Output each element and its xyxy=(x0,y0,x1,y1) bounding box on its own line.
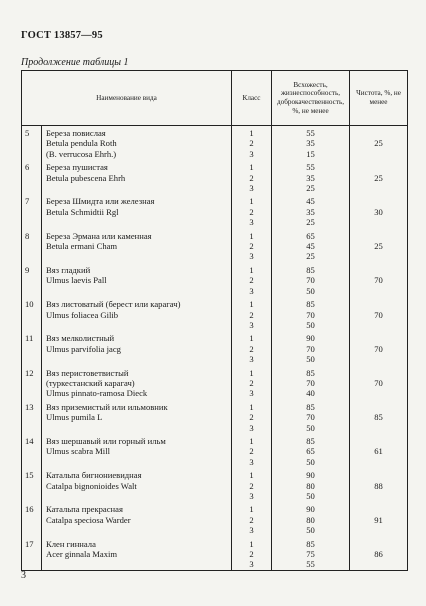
row-number xyxy=(22,320,42,330)
row-number: 8 xyxy=(22,228,42,241)
purity-value: 70 xyxy=(350,378,408,388)
class-value: 1 xyxy=(232,262,272,275)
table-row xyxy=(22,344,408,354)
class-value: 2 xyxy=(232,481,272,491)
row-number: 13 xyxy=(22,399,42,412)
class-value: 1 xyxy=(232,467,272,480)
species-name: (B. verrucosa Ehrh.) xyxy=(42,149,232,159)
class-value: 1 xyxy=(232,193,272,206)
class-value: 1 xyxy=(232,126,272,139)
species-name xyxy=(42,320,232,330)
row-number xyxy=(22,481,42,491)
class-value: 1 xyxy=(232,296,272,309)
species-name: Ulmus pinnato-ramosa Dieck xyxy=(42,388,232,398)
germination-value: 50 xyxy=(272,286,350,296)
row-number: 12 xyxy=(22,365,42,378)
class-value: 3 xyxy=(232,286,272,296)
class-value: 3 xyxy=(232,525,272,535)
germination-value: 65 xyxy=(272,228,350,241)
germination-value: 85 xyxy=(272,536,350,549)
class-value: 3 xyxy=(232,183,272,193)
purity-value: 70 xyxy=(350,310,408,320)
class-value: 3 xyxy=(232,217,272,227)
species-name: Береза пушистая xyxy=(42,159,232,172)
germination-value: 90 xyxy=(272,330,350,343)
class-value: 3 xyxy=(232,388,272,398)
species-name: Acer ginnala Maxim xyxy=(42,549,232,559)
class-value: 2 xyxy=(232,446,272,456)
class-value: 2 xyxy=(232,173,272,183)
table-row xyxy=(22,423,408,433)
row-number: 15 xyxy=(22,467,42,480)
row-number xyxy=(22,549,42,559)
species-name: Betula Schmidtii Rgl xyxy=(42,207,232,217)
germination-value: 55 xyxy=(272,159,350,172)
row-number xyxy=(22,149,42,159)
purity-value xyxy=(350,501,408,514)
purity-value xyxy=(350,491,408,501)
table-row xyxy=(22,525,408,535)
table-row xyxy=(22,433,408,446)
class-value: 1 xyxy=(232,536,272,549)
purity-value xyxy=(350,467,408,480)
class-value: 2 xyxy=(232,378,272,388)
purity-value xyxy=(350,126,408,139)
germination-value: 70 xyxy=(272,344,350,354)
species-name xyxy=(42,491,232,501)
table-row xyxy=(22,173,408,183)
germination-value: 25 xyxy=(272,217,350,227)
species-name xyxy=(42,559,232,570)
class-value: 1 xyxy=(232,399,272,412)
table-row xyxy=(22,126,408,139)
row-number: 7 xyxy=(22,193,42,206)
row-number xyxy=(22,559,42,570)
table-row xyxy=(22,536,408,549)
table-row xyxy=(22,399,408,412)
germination-value: 85 xyxy=(272,365,350,378)
germination-value: 50 xyxy=(272,525,350,535)
germination-value: 70 xyxy=(272,310,350,320)
row-number xyxy=(22,388,42,398)
purity-value xyxy=(350,525,408,535)
species-name: Береза повислая xyxy=(42,126,232,139)
table-row xyxy=(22,457,408,467)
header-species: Наименование вида xyxy=(22,71,232,126)
purity-value xyxy=(350,433,408,446)
species-name: Катальпа прекрасная xyxy=(42,501,232,514)
germination-value: 80 xyxy=(272,515,350,525)
species-name xyxy=(42,251,232,261)
table-row xyxy=(22,207,408,217)
germination-value: 50 xyxy=(272,423,350,433)
species-name xyxy=(42,525,232,535)
table-header-row xyxy=(22,71,408,126)
class-value: 2 xyxy=(232,344,272,354)
germination-value: 35 xyxy=(272,207,350,217)
row-number xyxy=(22,286,42,296)
row-number xyxy=(22,251,42,261)
species-name xyxy=(42,354,232,364)
class-value: 3 xyxy=(232,423,272,433)
species-name xyxy=(42,217,232,227)
purity-value xyxy=(350,159,408,172)
species-name: Ulmus scabra Mill xyxy=(42,446,232,456)
species-name: Betula pubescena Ehrh xyxy=(42,173,232,183)
species-name xyxy=(42,457,232,467)
class-value: 3 xyxy=(232,491,272,501)
table-row xyxy=(22,515,408,525)
germination-value: 25 xyxy=(272,251,350,261)
species-name: Береза Шмидта или железная xyxy=(42,193,232,206)
table-row xyxy=(22,467,408,480)
germination-value: 50 xyxy=(272,354,350,364)
species-name: Вяз листоватый (берест или карагач) xyxy=(42,296,232,309)
germination-value: 75 xyxy=(272,549,350,559)
class-value: 1 xyxy=(232,228,272,241)
germination-value: 85 xyxy=(272,262,350,275)
class-value: 1 xyxy=(232,330,272,343)
purity-value: 70 xyxy=(350,275,408,285)
germination-value: 50 xyxy=(272,457,350,467)
purity-value: 25 xyxy=(350,173,408,183)
table-row xyxy=(22,251,408,261)
header-germination: Всхожесть, жизнеспособность, доброкачественность, %, не менее xyxy=(272,71,350,126)
table-row xyxy=(22,378,408,388)
table-row xyxy=(22,228,408,241)
row-number xyxy=(22,310,42,320)
table-row xyxy=(22,412,408,422)
purity-value xyxy=(350,388,408,398)
row-number xyxy=(22,173,42,183)
table-row xyxy=(22,320,408,330)
purity-value: 25 xyxy=(350,138,408,148)
purity-value: 70 xyxy=(350,344,408,354)
table-row xyxy=(22,354,408,364)
table-row xyxy=(22,183,408,193)
species-name: Betula pendula Roth xyxy=(42,138,232,148)
table-caption: Продолжение таблицы 1 xyxy=(21,57,129,68)
class-value: 2 xyxy=(232,310,272,320)
class-value: 3 xyxy=(232,559,272,570)
class-value: 2 xyxy=(232,549,272,559)
header-purity: Чистота, %, не менее xyxy=(350,71,408,126)
header-class: Класс xyxy=(232,71,272,126)
germination-value: 35 xyxy=(272,173,350,183)
germination-value: 70 xyxy=(272,412,350,422)
table-row xyxy=(22,138,408,148)
row-number xyxy=(22,423,42,433)
species-name: (туркестанский карагач) xyxy=(42,378,232,388)
purity-value xyxy=(350,320,408,330)
germination-value: 70 xyxy=(272,378,350,388)
purity-value xyxy=(350,354,408,364)
purity-value xyxy=(350,193,408,206)
row-number xyxy=(22,138,42,148)
class-value: 3 xyxy=(232,149,272,159)
purity-value xyxy=(350,262,408,275)
class-value: 1 xyxy=(232,365,272,378)
row-number xyxy=(22,491,42,501)
germination-value: 70 xyxy=(272,275,350,285)
row-number: 10 xyxy=(22,296,42,309)
species-name: Ulmus laevis Pall xyxy=(42,275,232,285)
class-value: 1 xyxy=(232,433,272,446)
table-row xyxy=(22,446,408,456)
germination-value: 50 xyxy=(272,491,350,501)
class-value: 3 xyxy=(232,457,272,467)
purity-value xyxy=(350,149,408,159)
germination-value: 45 xyxy=(272,241,350,251)
germination-value: 35 xyxy=(272,138,350,148)
class-value: 2 xyxy=(232,275,272,285)
table-row xyxy=(22,365,408,378)
purity-value xyxy=(350,217,408,227)
document-header: ГОСТ 13857—95 xyxy=(21,30,103,41)
purity-value xyxy=(350,559,408,570)
class-value: 3 xyxy=(232,251,272,261)
germination-value: 25 xyxy=(272,183,350,193)
table-row xyxy=(22,159,408,172)
row-number xyxy=(22,412,42,422)
table-row xyxy=(22,330,408,343)
row-number: 14 xyxy=(22,433,42,446)
species-name xyxy=(42,286,232,296)
species-name: Catalpa bignonioides Walt xyxy=(42,481,232,491)
purity-value xyxy=(350,423,408,433)
row-number xyxy=(22,344,42,354)
purity-value xyxy=(350,296,408,309)
table-row xyxy=(22,193,408,206)
row-number xyxy=(22,378,42,388)
table-row xyxy=(22,262,408,275)
purity-value xyxy=(350,365,408,378)
germination-value: 15 xyxy=(272,149,350,159)
table-row xyxy=(22,481,408,491)
class-value: 2 xyxy=(232,515,272,525)
page-number: 3 xyxy=(21,570,26,581)
purity-value xyxy=(350,457,408,467)
table-body xyxy=(22,126,408,571)
row-number xyxy=(22,207,42,217)
germination-value: 45 xyxy=(272,193,350,206)
purity-value: 85 xyxy=(350,412,408,422)
row-number xyxy=(22,515,42,525)
germination-value: 65 xyxy=(272,446,350,456)
class-value: 2 xyxy=(232,241,272,251)
germination-value: 55 xyxy=(272,126,350,139)
germination-value: 80 xyxy=(272,481,350,491)
row-number: 11 xyxy=(22,330,42,343)
row-number xyxy=(22,183,42,193)
class-value: 3 xyxy=(232,354,272,364)
row-number: 16 xyxy=(22,501,42,514)
species-name: Ulmus foliacea Gilib xyxy=(42,310,232,320)
species-name: Catalpa speciosa Warder xyxy=(42,515,232,525)
germination-value: 85 xyxy=(272,296,350,309)
species-name: Вяз мелколистный xyxy=(42,330,232,343)
row-number xyxy=(22,241,42,251)
table-row xyxy=(22,310,408,320)
germination-value: 90 xyxy=(272,501,350,514)
purity-value: 30 xyxy=(350,207,408,217)
seed-quality-table xyxy=(21,70,408,571)
germination-value: 85 xyxy=(272,433,350,446)
species-name: Ulmus parvifolia jacg xyxy=(42,344,232,354)
purity-value xyxy=(350,183,408,193)
species-name: Ulmus pumila L xyxy=(42,412,232,422)
purity-value xyxy=(350,399,408,412)
species-name: Betula ermani Cham xyxy=(42,241,232,251)
purity-value: 88 xyxy=(350,481,408,491)
purity-value xyxy=(350,330,408,343)
class-value: 2 xyxy=(232,207,272,217)
row-number xyxy=(22,446,42,456)
class-value: 1 xyxy=(232,159,272,172)
row-number xyxy=(22,275,42,285)
purity-value xyxy=(350,536,408,549)
germination-value: 55 xyxy=(272,559,350,570)
germination-value: 50 xyxy=(272,320,350,330)
purity-value: 61 xyxy=(350,446,408,456)
species-name: Вяз приземистый или ильмовник xyxy=(42,399,232,412)
purity-value xyxy=(350,286,408,296)
species-name xyxy=(42,423,232,433)
row-number xyxy=(22,217,42,227)
species-name: Клен гиннала xyxy=(42,536,232,549)
class-value: 2 xyxy=(232,412,272,422)
species-name xyxy=(42,183,232,193)
table-row xyxy=(22,286,408,296)
purity-value xyxy=(350,251,408,261)
row-number xyxy=(22,457,42,467)
table-row xyxy=(22,241,408,251)
class-value: 2 xyxy=(232,138,272,148)
germination-value: 85 xyxy=(272,399,350,412)
table-row xyxy=(22,491,408,501)
germination-value: 90 xyxy=(272,467,350,480)
purity-value: 86 xyxy=(350,549,408,559)
class-value: 3 xyxy=(232,320,272,330)
species-name: Вяз шершавый или горный ильм xyxy=(42,433,232,446)
row-number: 17 xyxy=(22,536,42,549)
table-row xyxy=(22,149,408,159)
class-value: 1 xyxy=(232,501,272,514)
row-number: 9 xyxy=(22,262,42,275)
table-row xyxy=(22,501,408,514)
table-row xyxy=(22,217,408,227)
purity-value: 91 xyxy=(350,515,408,525)
row-number xyxy=(22,354,42,364)
table-row xyxy=(22,559,408,570)
table-row xyxy=(22,388,408,398)
row-number: 5 xyxy=(22,126,42,139)
species-name: Береза Эрмана или каменная xyxy=(42,228,232,241)
species-name: Катальпа бигнониевидная xyxy=(42,467,232,480)
species-name: Вяз гладкий xyxy=(42,262,232,275)
table-row xyxy=(22,275,408,285)
seed-quality-table-container xyxy=(21,70,407,571)
purity-value xyxy=(350,228,408,241)
table-row xyxy=(22,296,408,309)
germination-value: 40 xyxy=(272,388,350,398)
table-row xyxy=(22,549,408,559)
row-number xyxy=(22,525,42,535)
row-number: 6 xyxy=(22,159,42,172)
purity-value: 25 xyxy=(350,241,408,251)
species-name: Вяз перистоветвистый xyxy=(42,365,232,378)
